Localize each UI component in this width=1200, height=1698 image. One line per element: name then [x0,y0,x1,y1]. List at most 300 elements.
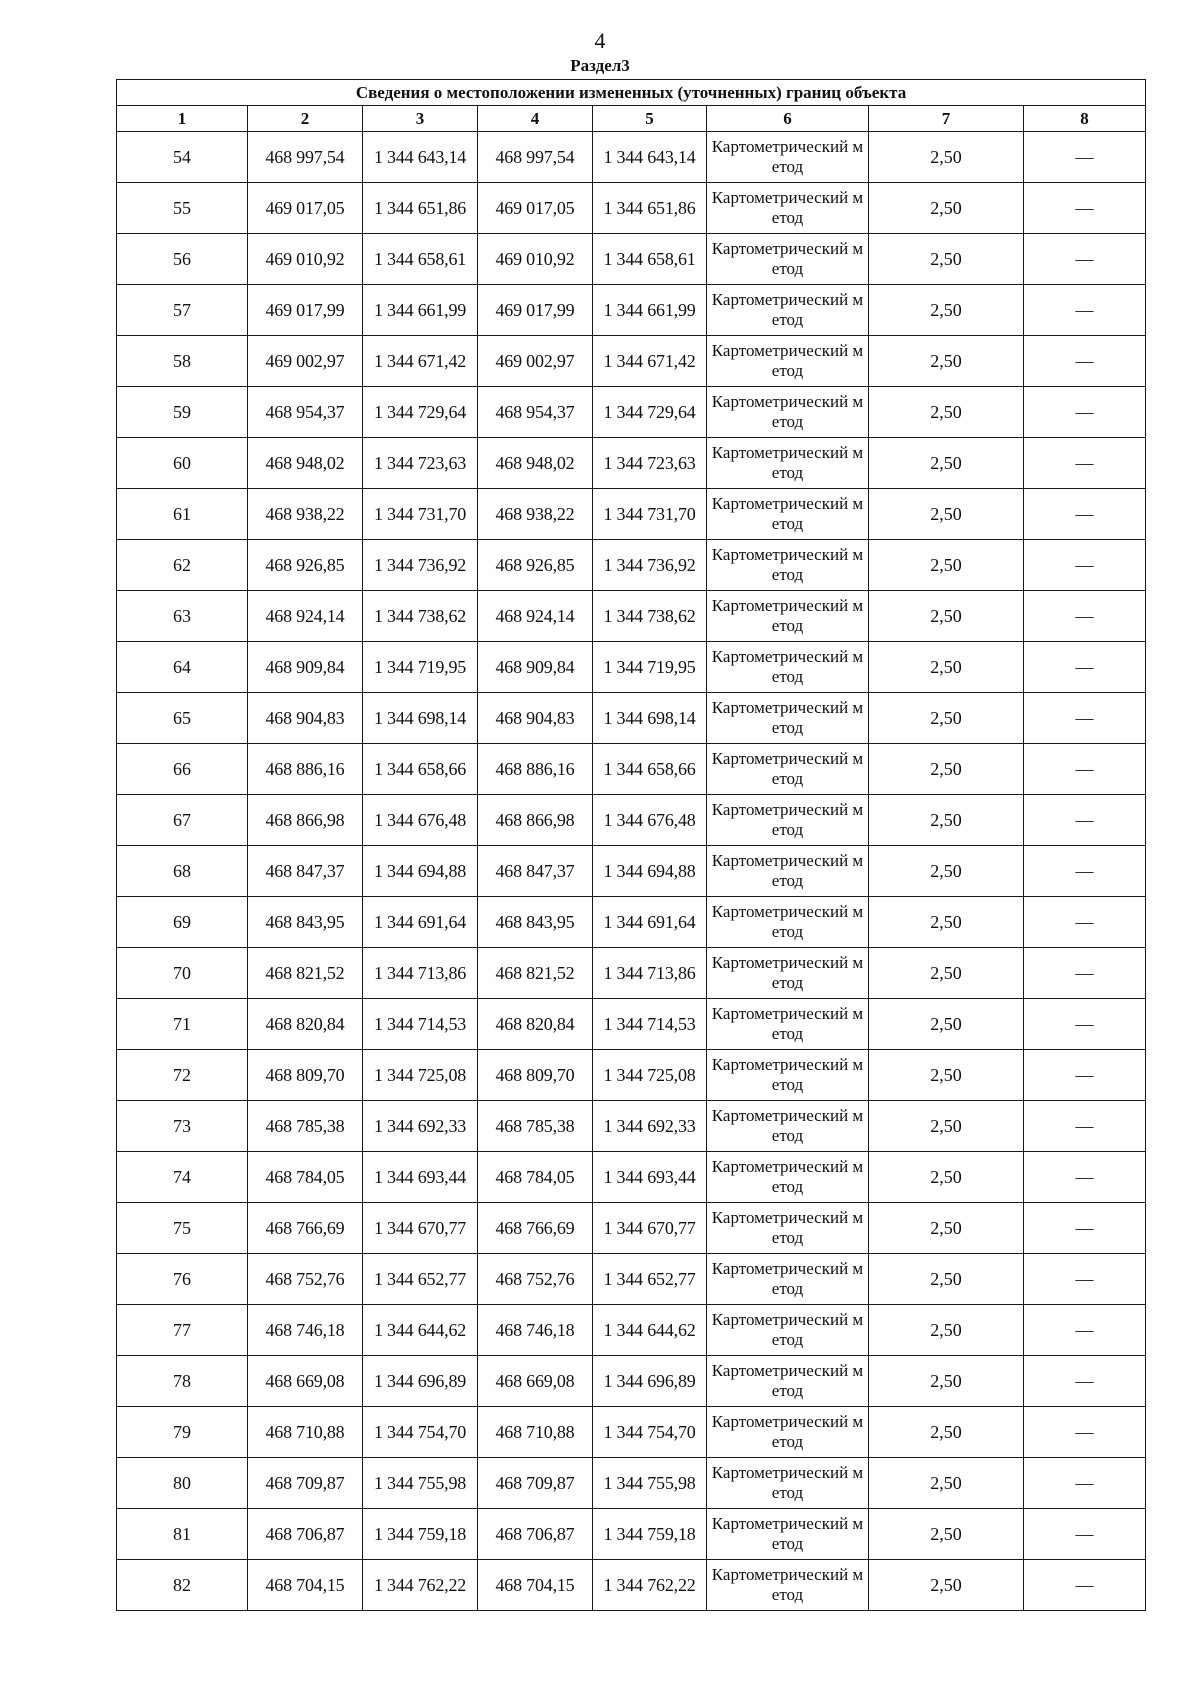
cell-dash-value: — [1075,503,1094,524]
cell-x-existing: 468 784,05 [248,1152,363,1203]
cell-point-number: 81 [117,1509,248,1560]
cell-accuracy: 2,50 [869,1560,1024,1611]
cell-dash-value: — [1075,1472,1094,1493]
table-row [117,540,1146,591]
cell-description [1024,591,1146,642]
cell-x-existing: 468 704,15 [248,1560,363,1611]
cell-description [1024,1356,1146,1407]
cell-accuracy: 2,50 [869,693,1024,744]
cell-y-new: 1 344 671,42 [593,336,707,387]
cell-x-existing: 468 809,70 [248,1050,363,1101]
cell-x-existing: 468 746,18 [248,1305,363,1356]
cell-dash-value: — [1075,248,1094,269]
cell-x-new: 468 704,15 [478,1560,593,1611]
cell-x-new: 468 710,88 [478,1407,593,1458]
cell-y-existing: 1 344 725,08 [363,1050,478,1101]
cell-x-existing: 468 766,69 [248,1203,363,1254]
cell-y-new: 1 344 731,70 [593,489,707,540]
table-row [117,591,1146,642]
cell-method: Картометрический метод [707,1050,869,1101]
cell-y-new: 1 344 762,22 [593,1560,707,1611]
cell-x-new: 468 784,05 [478,1152,593,1203]
cell-point-number: 70 [117,948,248,999]
table-row [117,438,1146,489]
cell-y-new: 1 344 738,62 [593,591,707,642]
cell-method: Картометрический метод [707,1101,869,1152]
cell-method: Картометрический метод [707,897,869,948]
cell-x-new: 468 948,02 [478,438,593,489]
cell-accuracy: 2,50 [869,438,1024,489]
cell-x-existing: 468 938,22 [248,489,363,540]
cell-accuracy: 2,50 [869,1203,1024,1254]
cell-y-existing: 1 344 692,33 [363,1101,478,1152]
table-row [117,234,1146,285]
cell-y-new: 1 344 696,89 [593,1356,707,1407]
cell-description [1024,132,1146,183]
cell-description [1024,1458,1146,1509]
cell-description [1024,540,1146,591]
cell-y-existing: 1 344 755,98 [363,1458,478,1509]
cell-method: Картометрический метод [707,234,869,285]
cell-accuracy: 2,50 [869,1254,1024,1305]
cell-accuracy: 2,50 [869,948,1024,999]
cell-y-new: 1 344 723,63 [593,438,707,489]
table-row [117,693,1146,744]
cell-y-new: 1 344 658,66 [593,744,707,795]
cell-x-new: 468 904,83 [478,693,593,744]
column-header-7: 7 [869,106,1024,132]
cell-point-number: 82 [117,1560,248,1611]
cell-dash-value: — [1075,1166,1094,1187]
cell-method: Картометрический метод [707,1356,869,1407]
cell-y-new: 1 344 658,61 [593,234,707,285]
cell-x-new: 468 706,87 [478,1509,593,1560]
cell-x-new: 468 709,87 [478,1458,593,1509]
table-row [117,1509,1146,1560]
cell-method: Картометрический метод [707,1407,869,1458]
cell-method: Картометрический метод [707,285,869,336]
cell-y-new: 1 344 759,18 [593,1509,707,1560]
cell-point-number: 57 [117,285,248,336]
cell-accuracy: 2,50 [869,744,1024,795]
cell-description [1024,795,1146,846]
cell-point-number: 71 [117,999,248,1050]
cell-description [1024,897,1146,948]
cell-dash-value: — [1075,605,1094,626]
cell-point-number: 72 [117,1050,248,1101]
cell-y-existing: 1 344 754,70 [363,1407,478,1458]
cell-dash-value: — [1075,197,1094,218]
cell-x-existing: 468 785,38 [248,1101,363,1152]
cell-x-new: 468 785,38 [478,1101,593,1152]
cell-y-existing: 1 344 644,62 [363,1305,478,1356]
cell-x-new: 469 017,99 [478,285,593,336]
cell-point-number: 74 [117,1152,248,1203]
cell-method: Картометрический метод [707,1203,869,1254]
table-caption: Сведения о местоположении измененных (уточненных) границ объекта [117,80,1146,106]
cell-accuracy: 2,50 [869,234,1024,285]
cell-x-existing: 468 866,98 [248,795,363,846]
cell-method: Картометрический метод [707,591,869,642]
cell-y-existing: 1 344 736,92 [363,540,478,591]
cell-x-existing: 468 752,76 [248,1254,363,1305]
cell-dash-value: — [1075,1217,1094,1238]
coordinates-table [116,79,1146,1611]
cell-dash-value: — [1075,1370,1094,1391]
cell-x-existing: 469 010,92 [248,234,363,285]
column-header-2: 2 [248,106,363,132]
cell-y-existing: 1 344 658,61 [363,234,478,285]
table-row [117,1050,1146,1101]
cell-dash-value: — [1075,1574,1094,1595]
cell-y-existing: 1 344 661,99 [363,285,478,336]
cell-dash-value: — [1075,911,1094,932]
cell-description [1024,1254,1146,1305]
cell-description [1024,1152,1146,1203]
cell-accuracy: 2,50 [869,642,1024,693]
cell-x-existing: 469 017,05 [248,183,363,234]
table-row [117,387,1146,438]
cell-method: Картометрический метод [707,795,869,846]
cell-description [1024,1407,1146,1458]
cell-y-existing: 1 344 651,86 [363,183,478,234]
table-row [117,285,1146,336]
cell-y-existing: 1 344 719,95 [363,642,478,693]
cell-point-number: 63 [117,591,248,642]
cell-x-new: 468 886,16 [478,744,593,795]
cell-x-existing: 469 017,99 [248,285,363,336]
cell-method: Картометрический метод [707,846,869,897]
cell-x-existing: 468 669,08 [248,1356,363,1407]
cell-dash-value: — [1075,1064,1094,1085]
cell-dash-value: — [1075,1115,1094,1136]
cell-x-new: 468 809,70 [478,1050,593,1101]
cell-y-existing: 1 344 729,64 [363,387,478,438]
table-row [117,183,1146,234]
cell-y-new: 1 344 725,08 [593,1050,707,1101]
cell-method: Картометрический метод [707,387,869,438]
cell-description [1024,846,1146,897]
cell-accuracy: 2,50 [869,591,1024,642]
cell-x-new: 468 820,84 [478,999,593,1050]
cell-y-new: 1 344 676,48 [593,795,707,846]
cell-x-new: 468 669,08 [478,1356,593,1407]
cell-point-number: 60 [117,438,248,489]
table-row [117,846,1146,897]
cell-x-existing: 468 909,84 [248,642,363,693]
cell-y-new: 1 344 651,86 [593,183,707,234]
cell-accuracy: 2,50 [869,489,1024,540]
table-row [117,795,1146,846]
column-header-8: 8 [1024,106,1146,132]
cell-x-new: 468 909,84 [478,642,593,693]
cell-description [1024,642,1146,693]
cell-description [1024,183,1146,234]
cell-method: Картометрический метод [707,1458,869,1509]
cell-accuracy: 2,50 [869,1305,1024,1356]
cell-point-number: 67 [117,795,248,846]
cell-accuracy: 2,50 [869,795,1024,846]
cell-dash-value: — [1075,350,1094,371]
table-row [117,744,1146,795]
table-row [117,489,1146,540]
cell-point-number: 62 [117,540,248,591]
cell-x-new: 469 002,97 [478,336,593,387]
cell-dash-value: — [1075,809,1094,830]
table-body [117,132,1146,1611]
cell-method: Картометрический метод [707,183,869,234]
cell-y-existing: 1 344 723,63 [363,438,478,489]
column-header-6: 6 [707,106,869,132]
cell-point-number: 65 [117,693,248,744]
cell-dash-value: — [1075,758,1094,779]
table-row [117,336,1146,387]
cell-accuracy: 2,50 [869,1101,1024,1152]
cell-x-existing: 469 002,97 [248,336,363,387]
table-header-row [117,106,1146,132]
cell-y-existing: 1 344 658,66 [363,744,478,795]
cell-method: Картометрический метод [707,948,869,999]
cell-method: Картометрический метод [707,132,869,183]
cell-dash-value: — [1075,962,1094,983]
table-row [117,1152,1146,1203]
cell-dash-value: — [1075,401,1094,422]
cell-y-new: 1 344 661,99 [593,285,707,336]
cell-y-existing: 1 344 714,53 [363,999,478,1050]
cell-y-new: 1 344 698,14 [593,693,707,744]
cell-y-existing: 1 344 738,62 [363,591,478,642]
column-header-3: 3 [363,106,478,132]
cell-accuracy: 2,50 [869,387,1024,438]
cell-x-existing: 468 997,54 [248,132,363,183]
cell-point-number: 59 [117,387,248,438]
cell-x-new: 468 843,95 [478,897,593,948]
cell-dash-value: — [1075,146,1094,167]
cell-description [1024,387,1146,438]
cell-method: Картометрический метод [707,489,869,540]
cell-dash-value: — [1075,707,1094,728]
cell-point-number: 66 [117,744,248,795]
cell-y-existing: 1 344 652,77 [363,1254,478,1305]
cell-y-existing: 1 344 694,88 [363,846,478,897]
cell-dash-value: — [1075,299,1094,320]
cell-y-new: 1 344 691,64 [593,897,707,948]
cell-dash-value: — [1075,860,1094,881]
cell-x-existing: 468 847,37 [248,846,363,897]
table-row [117,948,1146,999]
cell-x-new: 468 926,85 [478,540,593,591]
cell-y-new: 1 344 754,70 [593,1407,707,1458]
cell-point-number: 68 [117,846,248,897]
cell-x-new: 468 866,98 [478,795,593,846]
cell-y-existing: 1 344 696,89 [363,1356,478,1407]
cell-description [1024,999,1146,1050]
cell-y-existing: 1 344 691,64 [363,897,478,948]
cell-accuracy: 2,50 [869,285,1024,336]
cell-point-number: 69 [117,897,248,948]
cell-y-new: 1 344 644,62 [593,1305,707,1356]
cell-x-new: 469 010,92 [478,234,593,285]
table-row [117,1458,1146,1509]
table-row [117,999,1146,1050]
page-number: 4 [594,28,606,53]
cell-y-existing: 1 344 670,77 [363,1203,478,1254]
cell-accuracy: 2,50 [869,1458,1024,1509]
cell-point-number: 55 [117,183,248,234]
cell-description [1024,438,1146,489]
cell-x-new: 468 847,37 [478,846,593,897]
cell-accuracy: 2,50 [869,1407,1024,1458]
cell-accuracy: 2,50 [869,132,1024,183]
cell-description [1024,948,1146,999]
cell-x-existing: 468 948,02 [248,438,363,489]
cell-method: Картометрический метод [707,1254,869,1305]
cell-method: Картометрический метод [707,1305,869,1356]
cell-point-number: 54 [117,132,248,183]
table-caption-row [117,80,1146,106]
cell-method: Картометрический метод [707,693,869,744]
cell-x-new: 468 924,14 [478,591,593,642]
cell-x-new: 468 954,37 [478,387,593,438]
cell-x-existing: 468 926,85 [248,540,363,591]
cell-x-existing: 468 886,16 [248,744,363,795]
cell-y-new: 1 344 714,53 [593,999,707,1050]
cell-accuracy: 2,50 [869,1152,1024,1203]
cell-y-existing: 1 344 676,48 [363,795,478,846]
cell-method: Картометрический метод [707,1560,869,1611]
cell-point-number: 78 [117,1356,248,1407]
cell-point-number: 80 [117,1458,248,1509]
cell-accuracy: 2,50 [869,183,1024,234]
cell-description [1024,1305,1146,1356]
cell-y-new: 1 344 643,14 [593,132,707,183]
cell-x-new: 468 752,76 [478,1254,593,1305]
cell-x-existing: 468 904,83 [248,693,363,744]
cell-point-number: 73 [117,1101,248,1152]
cell-x-existing: 468 954,37 [248,387,363,438]
cell-x-new: 468 766,69 [478,1203,593,1254]
table-row [117,1101,1146,1152]
cell-point-number: 79 [117,1407,248,1458]
cell-point-number: 75 [117,1203,248,1254]
cell-y-new: 1 344 713,86 [593,948,707,999]
cell-y-existing: 1 344 762,22 [363,1560,478,1611]
cell-x-existing: 468 821,52 [248,948,363,999]
cell-y-existing: 1 344 698,14 [363,693,478,744]
cell-method: Картометрический метод [707,1509,869,1560]
cell-point-number: 64 [117,642,248,693]
cell-x-existing: 468 843,95 [248,897,363,948]
cell-dash-value: — [1075,1523,1094,1544]
table-row [117,1203,1146,1254]
cell-description [1024,1050,1146,1101]
cell-accuracy: 2,50 [869,540,1024,591]
cell-x-existing: 468 710,88 [248,1407,363,1458]
cell-y-existing: 1 344 731,70 [363,489,478,540]
cell-method: Картометрический метод [707,642,869,693]
cell-description [1024,1101,1146,1152]
cell-y-existing: 1 344 671,42 [363,336,478,387]
cell-method: Картометрический метод [707,999,869,1050]
cell-y-new: 1 344 693,44 [593,1152,707,1203]
cell-point-number: 61 [117,489,248,540]
cell-accuracy: 2,50 [869,336,1024,387]
cell-dash-value: — [1075,1319,1094,1340]
cell-y-existing: 1 344 759,18 [363,1509,478,1560]
cell-dash-value: — [1075,554,1094,575]
cell-x-new: 468 997,54 [478,132,593,183]
table-row [117,1560,1146,1611]
cell-y-new: 1 344 652,77 [593,1254,707,1305]
table-row [117,642,1146,693]
cell-description [1024,1203,1146,1254]
cell-x-existing: 468 924,14 [248,591,363,642]
table-row [117,1356,1146,1407]
cell-x-new: 468 746,18 [478,1305,593,1356]
cell-description [1024,489,1146,540]
column-header-4: 4 [478,106,593,132]
cell-x-existing: 468 709,87 [248,1458,363,1509]
cell-y-new: 1 344 692,33 [593,1101,707,1152]
table-row [117,1254,1146,1305]
cell-x-existing: 468 820,84 [248,999,363,1050]
cell-dash-value: — [1075,1268,1094,1289]
cell-description [1024,744,1146,795]
cell-description [1024,1560,1146,1611]
cell-accuracy: 2,50 [869,1356,1024,1407]
cell-y-new: 1 344 755,98 [593,1458,707,1509]
cell-dash-value: — [1075,656,1094,677]
cell-method: Картометрический метод [707,336,869,387]
cell-accuracy: 2,50 [869,1050,1024,1101]
cell-dash-value: — [1075,1421,1094,1442]
cell-accuracy: 2,50 [869,846,1024,897]
cell-description [1024,693,1146,744]
cell-y-new: 1 344 694,88 [593,846,707,897]
cell-accuracy: 2,50 [869,999,1024,1050]
cell-method: Картометрический метод [707,438,869,489]
cell-y-new: 1 344 736,92 [593,540,707,591]
cell-description [1024,234,1146,285]
cell-accuracy: 2,50 [869,1509,1024,1560]
cell-dash-value: — [1075,452,1094,473]
cell-y-existing: 1 344 693,44 [363,1152,478,1203]
cell-point-number: 77 [117,1305,248,1356]
table-row [117,897,1146,948]
cell-y-new: 1 344 670,77 [593,1203,707,1254]
cell-y-existing: 1 344 643,14 [363,132,478,183]
column-header-1: 1 [117,106,248,132]
cell-y-new: 1 344 729,64 [593,387,707,438]
cell-x-new: 469 017,05 [478,183,593,234]
cell-method: Картометрический метод [707,744,869,795]
cell-point-number: 58 [117,336,248,387]
table-row [117,1407,1146,1458]
cell-y-existing: 1 344 713,86 [363,948,478,999]
cell-accuracy: 2,50 [869,897,1024,948]
cell-point-number: 56 [117,234,248,285]
cell-dash-value: — [1075,1013,1094,1034]
table-row [117,1305,1146,1356]
column-header-5: 5 [593,106,707,132]
cell-x-existing: 468 706,87 [248,1509,363,1560]
section-label: Раздел3 [570,56,630,75]
cell-point-number: 76 [117,1254,248,1305]
cell-x-new: 468 821,52 [478,948,593,999]
cell-y-new: 1 344 719,95 [593,642,707,693]
table-row [117,132,1146,183]
cell-method: Картометрический метод [707,1152,869,1203]
